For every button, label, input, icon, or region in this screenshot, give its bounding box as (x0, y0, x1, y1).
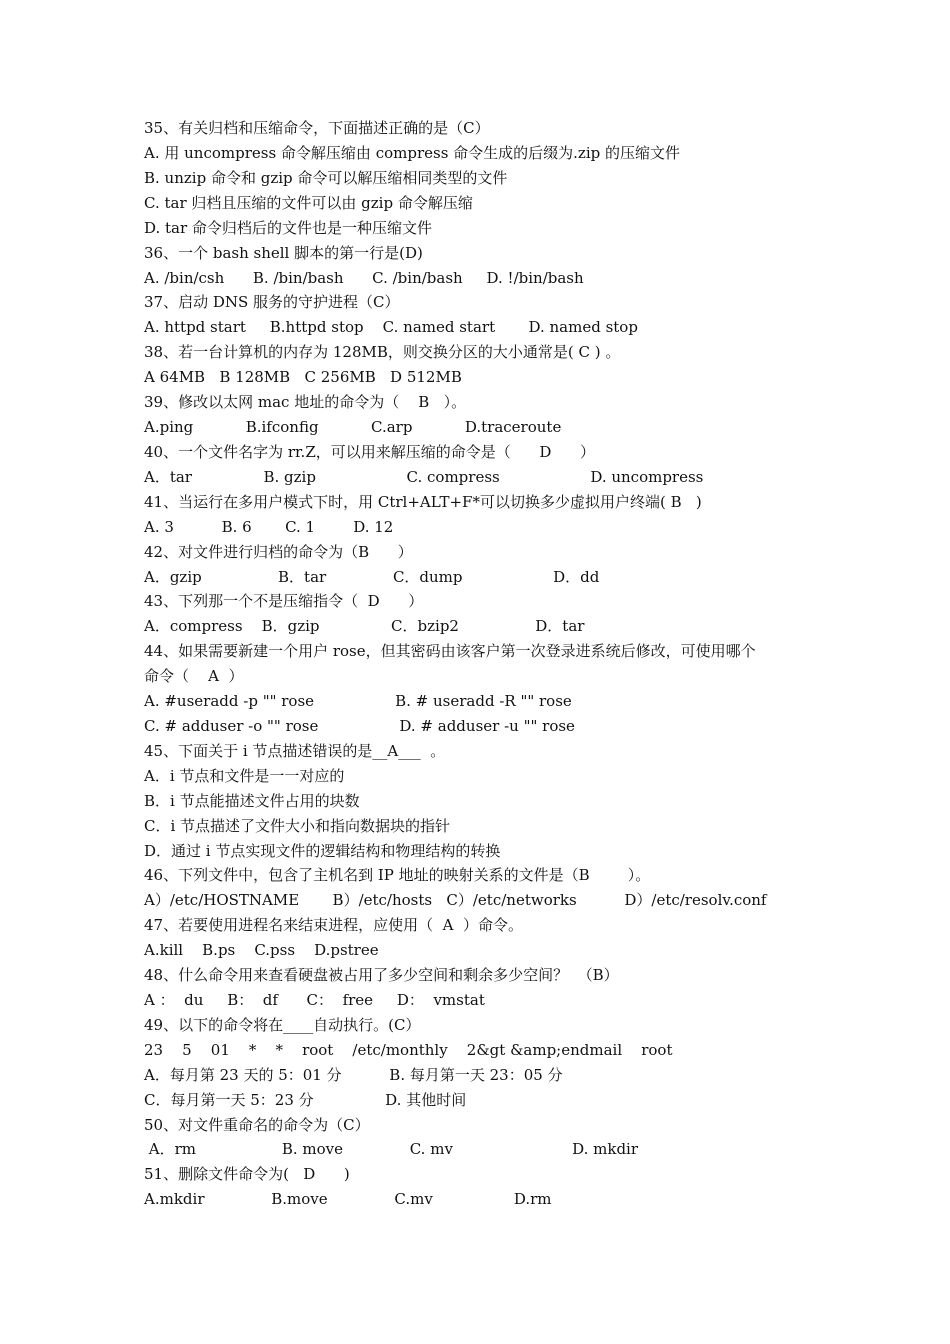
q45-option-a: A．i 节点和文件是一一对应的 (144, 767, 345, 785)
q49-options-cd: C．每月第一天 5：23 分 D. 其他时间 (144, 1091, 467, 1109)
question-43: 43、下列那一个不是压缩指令（ D ） (144, 592, 424, 610)
q48-options: A ： du B： df C： free D： vmstat (144, 991, 485, 1009)
q42-options: A．gzip B．tar C．dump D．dd (144, 568, 600, 586)
q38-options: A 64MB B 128MB C 256MB D 512MB (144, 368, 462, 386)
question-46: 46、下列文件中，包含了主机名到 IP 地址的映射关系的文件是（B ）。 (144, 866, 651, 884)
q47-options: A.kill B.ps C.pss D.pstree (144, 941, 379, 959)
question-36: 36、一个 bash shell 脚本的第一行是(D) (144, 244, 423, 262)
q36-options: A. /bin/csh B. /bin/bash C. /bin/bash D. !/bin/bash (144, 269, 584, 287)
q46-options: A）/etc/HOSTNAME B）/etc/hosts C）/etc/networks D）/etc/resolv.conf (144, 891, 767, 909)
q43-options: A．compress B．gzip C．bzip2 D．tar (144, 617, 585, 635)
q37-options: A. httpd start B.httpd stop C. named start D. named stop (144, 318, 638, 336)
question-44-continued: 命令（ A ） (144, 667, 244, 685)
q50-options: A．rm B. move C. mv D. mkdir (144, 1140, 639, 1158)
q39-options: A.ping B.ifconfig C.arp D.traceroute (144, 418, 562, 436)
question-51: 51、删除文件命令为( D ) (144, 1165, 350, 1183)
question-41: 41、当运行在多用户模式下时，用 Ctrl+ALT+F*可以切换多少虚拟用户终端( B ) (144, 493, 702, 511)
q44-options-ab: A. #useradd -p "" rose B. # useradd -R "" rose (144, 692, 572, 710)
q35-option-d: D. tar 命令归档后的文件也是一种压缩文件 (144, 219, 432, 237)
question-39: 39、修改以太网 mac 地址的命令为（ B ）。 (144, 393, 467, 411)
q44-options-cd: C. # adduser -o "" rose D. # adduser -u "" rose (144, 717, 575, 735)
question-47: 47、若要使用进程名来结束进程，应使用（ A ）命令。 (144, 916, 523, 934)
q35-option-b: B. unzip 命令和 gzip 命令可以解压缩相同类型的文件 (144, 169, 508, 187)
question-35: 35、有关归档和压缩命令，下面描述正确的是（C） (144, 119, 490, 137)
question-40: 40、一个文件名字为 rr.Z，可以用来解压缩的命令是（ D ） (144, 443, 595, 461)
question-42: 42、对文件进行归档的命令为（B ） (144, 543, 413, 561)
question-37: 37、启动 DNS 服务的守护进程（C） (144, 293, 400, 311)
question-48: 48、什么命令用来查看硬盘被占用了多少空间和剩余多少空间？ （B） (144, 966, 619, 984)
q45-option-c: C．i 节点描述了文件大小和指向数据块的指针 (144, 817, 451, 835)
q35-option-a: A. 用 uncompress 命令解压缩由 compress 命令生成的后缀为.zip 的压缩文件 (144, 144, 681, 162)
q49-crontab-line: 23 5 01 * * root /etc/monthly 2&gt &amp;endmail root (144, 1041, 673, 1059)
question-38: 38、若一台计算机的内存为 128MB，则交换分区的大小通常是( C ) 。 (144, 343, 621, 361)
question-44: 44、如果需要新建一个用户 rose，但其密码由该客户第一次登录进系统后修改，可使用哪个 (144, 642, 756, 660)
question-49: 49、以下的命令将在____自动执行。(C） (144, 1016, 421, 1034)
q49-options-ab: A．每月第 23 天的 5：01 分 B. 每月第一天 23：05 分 (144, 1066, 563, 1084)
q51-options: A.mkdir B.move C.mv D.rm (144, 1190, 552, 1208)
q45-option-b: B．i 节点能描述文件占用的块数 (144, 792, 360, 810)
q35-option-c: C. tar 归档且压缩的文件可以由 gzip 命令解压缩 (144, 194, 473, 212)
q41-options: A. 3 B. 6 C. 1 D. 12 (144, 518, 394, 536)
question-45: 45、下面关于 i 节点描述错误的是__A___ 。 (144, 742, 446, 760)
question-50: 50、对文件重命名的命令为（C） (144, 1116, 370, 1134)
q40-options: A．tar B. gzip C. compress D. uncompress (144, 468, 704, 486)
q45-option-d: D．通过 i 节点实现文件的逻辑结构和物理结构的转换 (144, 842, 501, 860)
